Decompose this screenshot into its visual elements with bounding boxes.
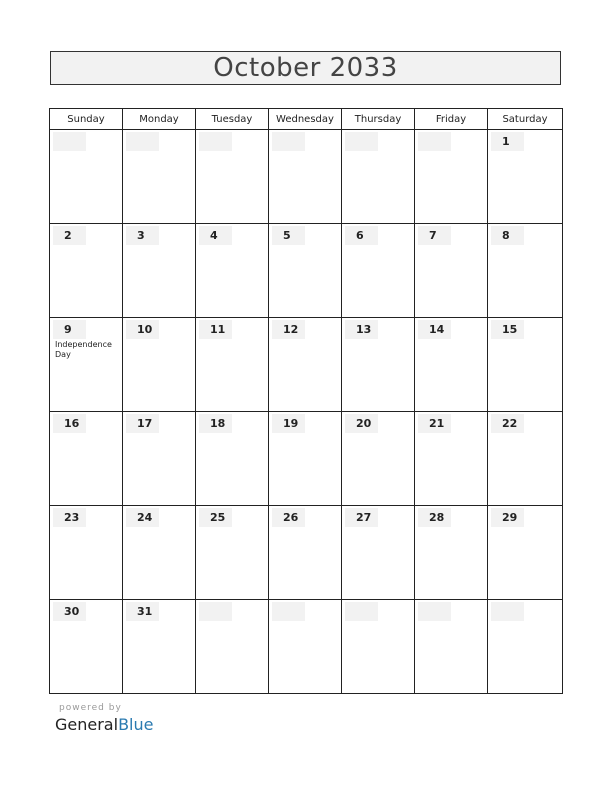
empty-day-tab	[345, 602, 378, 621]
day-cell	[488, 600, 563, 694]
day-cell	[342, 318, 415, 412]
weekday-header: Saturday	[488, 109, 563, 130]
day-cell	[269, 318, 342, 412]
day-cell	[50, 600, 123, 694]
calendar-title: October 2033	[213, 53, 398, 83]
day-cell	[269, 600, 342, 694]
day-number: 1	[491, 132, 524, 151]
day-number: 27	[345, 508, 378, 527]
holiday-label: Independence Day	[55, 340, 112, 359]
day-cell	[415, 412, 488, 506]
day-number: 14	[418, 320, 451, 339]
day-number: 12	[272, 320, 305, 339]
day-number: 29	[491, 508, 524, 527]
weekday-header: Monday	[123, 109, 196, 130]
empty-day-tab	[199, 602, 232, 621]
day-cell	[196, 318, 269, 412]
day-number: 3	[126, 226, 159, 245]
day-number: 22	[491, 414, 524, 433]
day-number: 23	[53, 508, 86, 527]
day-cell	[50, 506, 123, 600]
day-cell	[50, 130, 123, 224]
weekday-header-row	[50, 109, 563, 130]
empty-day-tab	[272, 132, 305, 151]
empty-day-tab	[491, 602, 524, 621]
day-cell	[488, 224, 563, 318]
day-cell	[196, 412, 269, 506]
empty-day-tab	[418, 132, 451, 151]
week-row	[50, 130, 563, 224]
day-cell	[342, 506, 415, 600]
day-cell	[196, 506, 269, 600]
day-cell	[196, 130, 269, 224]
weekday-header: Sunday	[50, 109, 123, 130]
empty-day-tab	[345, 132, 378, 151]
day-cell	[123, 318, 196, 412]
weekday-header: Wednesday	[269, 109, 342, 130]
day-cell	[415, 318, 488, 412]
week-row	[50, 600, 563, 694]
day-cell	[50, 224, 123, 318]
day-cell	[50, 318, 123, 412]
day-cell	[50, 412, 123, 506]
day-number: 13	[345, 320, 378, 339]
empty-day-tab	[126, 132, 159, 151]
day-number: 28	[418, 508, 451, 527]
week-row	[50, 412, 563, 506]
week-row	[50, 318, 563, 412]
day-number: 19	[272, 414, 305, 433]
brand-general-text: General	[55, 715, 119, 734]
day-cell	[488, 130, 563, 224]
day-number: 21	[418, 414, 451, 433]
empty-day-tab	[199, 132, 232, 151]
day-cell	[415, 600, 488, 694]
day-number: 31	[126, 602, 159, 621]
calendar-title-box	[50, 51, 561, 85]
day-cell	[342, 224, 415, 318]
weekday-header: Tuesday	[196, 109, 269, 130]
day-cell	[196, 600, 269, 694]
empty-day-tab	[418, 602, 451, 621]
day-number: 9	[53, 320, 86, 339]
day-cell	[196, 224, 269, 318]
day-cell	[488, 506, 563, 600]
generalblue-logo[interactable]	[55, 715, 153, 734]
day-cell	[342, 600, 415, 694]
calendar-grid	[49, 108, 563, 694]
day-cell	[269, 412, 342, 506]
day-cell	[269, 506, 342, 600]
day-cell	[342, 412, 415, 506]
day-number: 2	[53, 226, 86, 245]
day-cell	[488, 318, 563, 412]
day-number: 10	[126, 320, 159, 339]
day-cell	[123, 224, 196, 318]
day-number: 8	[491, 226, 524, 245]
day-number: 26	[272, 508, 305, 527]
day-cell	[415, 506, 488, 600]
day-number: 6	[345, 226, 378, 245]
day-cell	[488, 412, 563, 506]
day-number: 15	[491, 320, 524, 339]
weekday-header: Friday	[415, 109, 488, 130]
week-row	[50, 224, 563, 318]
day-number: 25	[199, 508, 232, 527]
weekday-header: Thursday	[342, 109, 415, 130]
day-cell	[415, 224, 488, 318]
day-number: 11	[199, 320, 232, 339]
day-number: 30	[53, 602, 86, 621]
day-number: 20	[345, 414, 378, 433]
day-cell	[123, 600, 196, 694]
day-cell	[269, 130, 342, 224]
empty-day-tab	[53, 132, 86, 151]
week-row	[50, 506, 563, 600]
day-cell	[123, 130, 196, 224]
day-number: 4	[199, 226, 232, 245]
day-number: 16	[53, 414, 86, 433]
day-number: 5	[272, 226, 305, 245]
day-number: 17	[126, 414, 159, 433]
day-cell	[269, 224, 342, 318]
day-cell	[342, 130, 415, 224]
day-cell	[123, 506, 196, 600]
day-number: 18	[199, 414, 232, 433]
powered-by-text: powered by	[59, 703, 122, 713]
day-number: 24	[126, 508, 159, 527]
day-number: 7	[418, 226, 451, 245]
day-cell	[123, 412, 196, 506]
empty-day-tab	[272, 602, 305, 621]
day-cell	[415, 130, 488, 224]
brand-blue-text: Blue	[118, 715, 154, 734]
